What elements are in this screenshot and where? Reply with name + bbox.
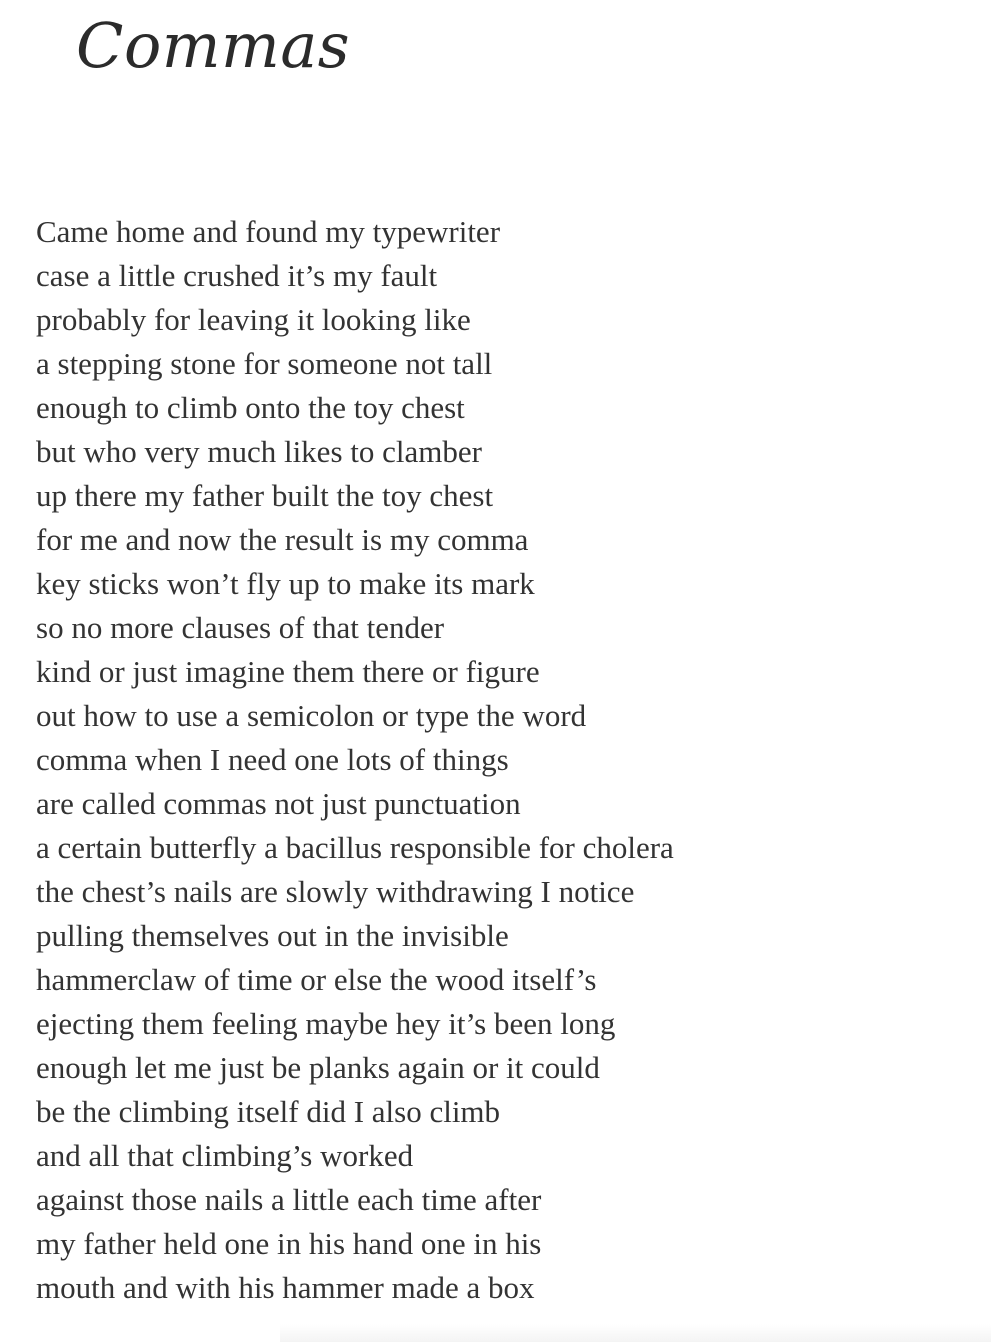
poem-line: enough let me just be planks again or it could xyxy=(36,1050,600,1085)
poem-line: and all that climbing’s worked xyxy=(36,1138,414,1173)
poem-line: my father held one in his hand one in his xyxy=(36,1226,542,1261)
poem-line: Came home and found my typewriter xyxy=(36,214,501,249)
poem-line: case a little crushed it’s my fault xyxy=(36,258,438,293)
poem-line: ejecting them feeling maybe hey it’s been long xyxy=(36,1006,616,1041)
poem-line: the chest’s nails are slowly withdrawing I notice xyxy=(36,874,635,909)
poem-line: but who very much likes to clamber xyxy=(36,434,482,469)
poem-title: Commas xyxy=(76,9,351,82)
poem-line: hammerclaw of time or else the wood itself’s xyxy=(36,962,597,997)
poem-line: so no more clauses of that tender xyxy=(36,610,445,645)
poem-line: out how to use a semicolon or type the word xyxy=(36,698,587,733)
poem-line: for me and now the result is my comma xyxy=(36,522,529,557)
poem-line: are called commas not just punctuation xyxy=(36,786,521,821)
poem-line: be the climbing itself did I also climb xyxy=(36,1094,501,1129)
poem-line: comma when I need one lots of things xyxy=(36,742,509,777)
poem-line: probably for leaving it looking like xyxy=(36,302,471,337)
poem-line: key sticks won’t fly up to make its mark xyxy=(36,566,535,601)
poem-line: up there my father built the toy chest xyxy=(36,478,494,513)
poem-line: pulling themselves out in the invisible xyxy=(36,918,509,953)
poem-line: mouth and with his hammer made a box xyxy=(36,1270,535,1305)
poem-body xyxy=(36,210,674,1310)
bottom-shadow xyxy=(280,1324,991,1342)
poem-line: kind or just imagine them there or figure xyxy=(36,654,540,689)
poem-line: a certain butterfly a bacillus responsible for cholera xyxy=(36,830,674,865)
poem-line: enough to climb onto the toy chest xyxy=(36,390,465,425)
poem-line: a stepping stone for someone not tall xyxy=(36,346,493,381)
poem-line: against those nails a little each time after xyxy=(36,1182,542,1217)
